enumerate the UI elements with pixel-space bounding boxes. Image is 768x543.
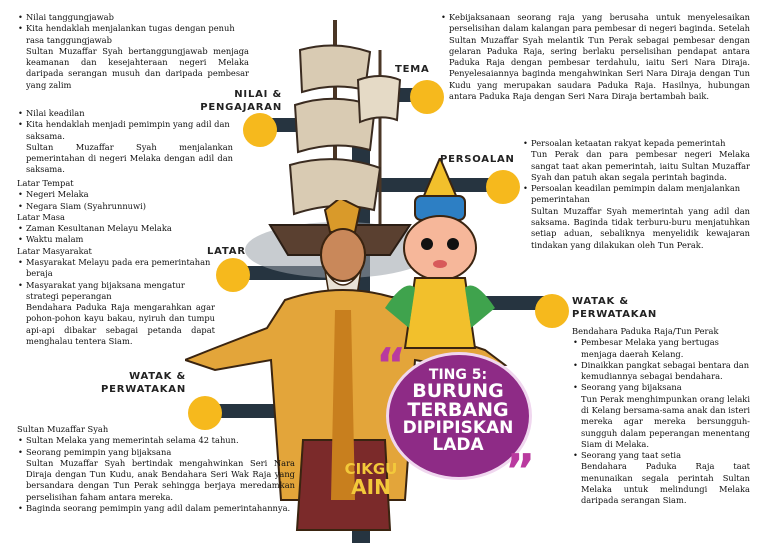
latar-masyarakat-heading: Latar Masyarakat — [17, 245, 92, 256]
list-item: • Persoalan ketaatan rakyat kepada pemerintah — [531, 138, 750, 149]
tema-text: • Kebijaksanaan seorang raja yang berusaha untuk menyelesaikan perselisihan dalam kalangan para pembesar di negeri baginda. Setelah Sultan Muzaffar Syah melantik Tun Perak sebagai pembesar dengan gelaran Paduka Raja, sering berlaku perselisihan pendapat antara Paduka Raja dengan pembesar terdahulu, iaitu Seri Nara Diraja. Penyelesaiannya baginda mengahwinkan Seri Nara Diraja dengan Tun Kudu yang merupakan saudara Paduka Raja. Hasilnya, hubungan antara Paduka Raja dengan Seri Nara Diraja bertambah baik. — [449, 12, 750, 102]
label-watak-right-2: PERWATAKAN — [572, 308, 658, 320]
label-persoalan: PERSOALAN — [440, 154, 515, 165]
latar-block — [17, 178, 215, 347]
list-item: • Kita hendaklah menjalankan tugas dengan penuh rasa tanggungjawab — [26, 23, 249, 46]
list-item: • Waktu malam — [26, 234, 215, 245]
quote-close-icon: ” — [505, 444, 536, 498]
list-item: • Zaman Kesultanan Melayu Melaka — [26, 223, 215, 234]
logo-line-2: AIN — [351, 475, 391, 499]
title-line-4: DIPIPISKAN — [402, 418, 514, 438]
list-item: • Seorang pemimpin yang bijaksana — [26, 447, 295, 458]
list-item: • Sultan Melaka yang memerintah selama 42 tahun. — [26, 435, 295, 446]
title-line-3: TERBANG — [407, 399, 509, 421]
right-mid-desc-1: Tun Perak dan para pembesar negeri Melaka sangat taat akan pemerintah, iaitu Sultan Muzaffar Syah dan patuh akan segala perintah baginda. — [531, 149, 750, 182]
label-watak-left — [96, 371, 186, 396]
warrior-character — [385, 158, 495, 358]
list-item: • Masyarakat Melayu pada era pemerintahan beraja — [26, 257, 215, 280]
label-latar: LATAR — [207, 246, 246, 257]
label-watak-right-1: WATAK & — [572, 296, 629, 307]
title-line-1: TING 5: — [428, 367, 488, 383]
list-item: • Negara Siam (Syahrunnuwi) — [26, 201, 215, 212]
latar-masa-heading: Latar Masa — [17, 211, 65, 222]
right-top-block — [440, 12, 750, 102]
dot-watak-right — [535, 294, 569, 328]
list-item: • Pembesar Melaka yang bertugas menjaga daerah Kelang. — [581, 337, 750, 360]
list-item: • Persoalan keadilan pemimpin dalam menjalankan pemerintahan — [531, 183, 750, 206]
list-item: • Masyarakat yang bijaksana mengatur strategi peperangan — [26, 280, 215, 303]
right-bottom-desc-4: Bendahara Paduka Raja taat menunaikan segala perintah Sultan Melaka untuk melindungi Melaka daripada serangan Siam. — [581, 461, 750, 506]
left-bottom-desc: Sultan Muzaffar Syah bertindak mengahwinkan Seri Nara Diraja dengan Tun Kudu, anak Bendahara Seri Wak Raja yang bersandara dengan Tun Perak sehingga berjaya meredamkan perselisihan faham antara mereka. — [26, 457, 295, 502]
left-mid-desc: Sultan Muzaffar Syah menjalankan pemerintahan di negeri Melaka dengan adil dan saksama. — [26, 141, 233, 175]
list-item: • Negeri Melaka — [26, 189, 215, 200]
list-item: • Kita hendaklah menjadi pemimpin yang adil dan saksama. — [26, 119, 233, 142]
latar-tempat-heading: Latar Tempat — [17, 178, 74, 188]
left-top-desc: Sultan Muzaffar Syah bertanggungjawab menjaga keamanan dan kesejahteraan negeri Melaka daripada serangan musuh dan daripada pembesar yang zalim — [26, 45, 249, 90]
list-item: • Nilai tanggungjawab — [26, 12, 249, 23]
left-mid-block — [17, 108, 233, 176]
label-watak-right — [572, 296, 657, 321]
right-mid-desc-2: Sultan Muzaffar Syah memerintah yang adil dan saksama. Baginda tidak terburu-buru menjatuhkan setiap aduan, sebaliknya menyelidik kewajaran tindakan yang dilakukan oleh Tun Perak. — [531, 205, 750, 250]
quote-open-icon: “ — [376, 338, 407, 392]
left-bottom-title: Sultan Muzaffar Syah — [17, 424, 109, 434]
logo-cikgu-ain — [334, 462, 408, 522]
list-item: • Seorang yang taat setia — [581, 450, 750, 461]
label-watak-left-2: PERWATAKAN — [100, 383, 186, 395]
logo-line-1: CIKGU — [344, 460, 398, 478]
label-watak-left-1: WATAK & — [129, 371, 186, 382]
title-line-2: BURUNG — [412, 380, 504, 402]
latar-desc: Bendahara Paduka Raja mengarahkan agar pohon-pohon kayu bakau, nyiruh dan tumpu api-api dibakar sebagai petanda dapat menghalau tentera Siam. — [26, 302, 215, 346]
list-item: • Baginda seorang pemimpin yang adil dalam pemerintahannya. — [26, 503, 295, 514]
left-top-block — [17, 12, 249, 91]
right-bottom-desc-3: Tun Perak menghimpunkan orang lelaki di Kelang bersama-sama anak dan isteri mereka agar mereka bersungguh-sungguh dalam peperangan menentang Siam di Melaka. — [581, 393, 750, 449]
right-bottom-title: Bendahara Paduka Raja/Tun Perak — [572, 326, 719, 336]
right-bottom-block — [572, 326, 750, 507]
label-nilai-2: PENGAJARAN — [200, 101, 282, 113]
label-tema: TEMA — [395, 64, 430, 75]
right-mid-block — [522, 138, 750, 251]
title-text — [390, 368, 526, 454]
list-item: • Dinaikkan pangkat sebagai bentara dan kemudiannya sebagai bendahara. — [581, 360, 750, 383]
title-line-5: LADA — [432, 435, 484, 455]
left-bottom-block — [17, 424, 295, 514]
label-nilai-1: NILAI & — [234, 89, 282, 100]
list-item: • Nilai keadilan — [26, 108, 233, 119]
list-item: • Seorang yang bijaksana — [581, 382, 750, 393]
